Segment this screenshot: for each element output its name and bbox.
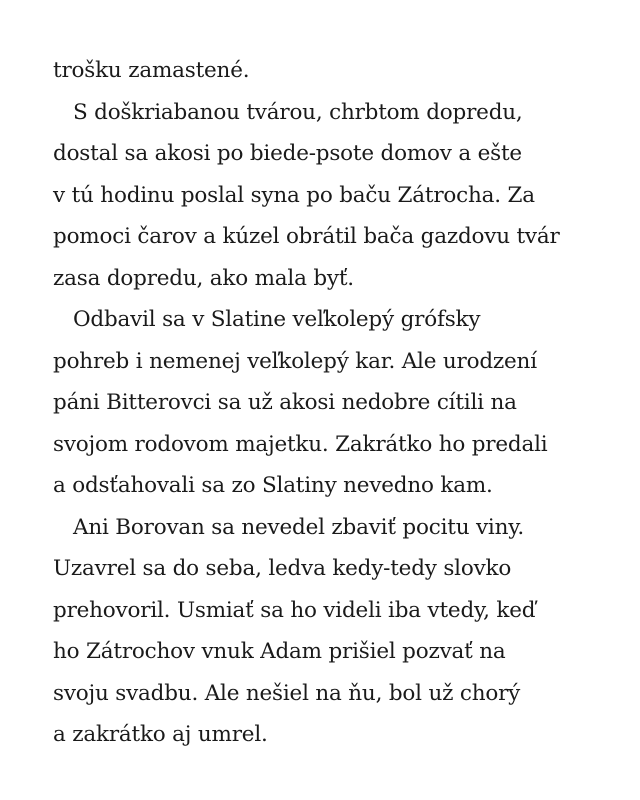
text-line: ho Zátrochov vnuk Adam prišiel pozvať na (53, 639, 506, 664)
text-line: v tú hodinu poslal syna po baču Zátrocha. Za (53, 182, 535, 208)
body-text (53, 50, 613, 756)
text-line: trošku zamastené. (53, 58, 250, 83)
text-line: a zakrátko aj umrel. (53, 722, 268, 747)
text-line: pohreb i nemenej veľkolepý kar. Ale urodzení (53, 348, 537, 374)
text-line: svoju svadbu. Ale nešiel na ňu, bol už chorý (53, 680, 521, 706)
text-line: pomoci čarov a kúzel obrátil bača gazdovu tvár (53, 224, 560, 249)
text-line: páni Bitterovci sa už akosi nedobre cítili na (53, 390, 517, 415)
text-line: a odsťahovali sa zo Slatiny nevedno kam. (53, 473, 493, 498)
text-line: Uzavrel sa do seba, ledva kedy-tedy slovko (53, 556, 512, 581)
text-line: dostal sa akosi po biede-psote domov a ešte (53, 141, 522, 166)
text-line: svojom rodovom majetku. Zakrátko ho predali (53, 431, 548, 457)
text-line: Odbavil sa v Slatine veľkolepý grófsky (73, 307, 481, 332)
text-line: zasa dopredu, ako mala byť. (53, 265, 354, 291)
text-line: S doškriabanou tvárou, chrbtom dopredu, (73, 99, 523, 125)
text-line: Ani Borovan sa nevedel zbaviť pocitu viny. (73, 514, 524, 540)
text-line: prehovoril. Usmiať sa ho videli iba vtedy, keď (53, 597, 536, 623)
